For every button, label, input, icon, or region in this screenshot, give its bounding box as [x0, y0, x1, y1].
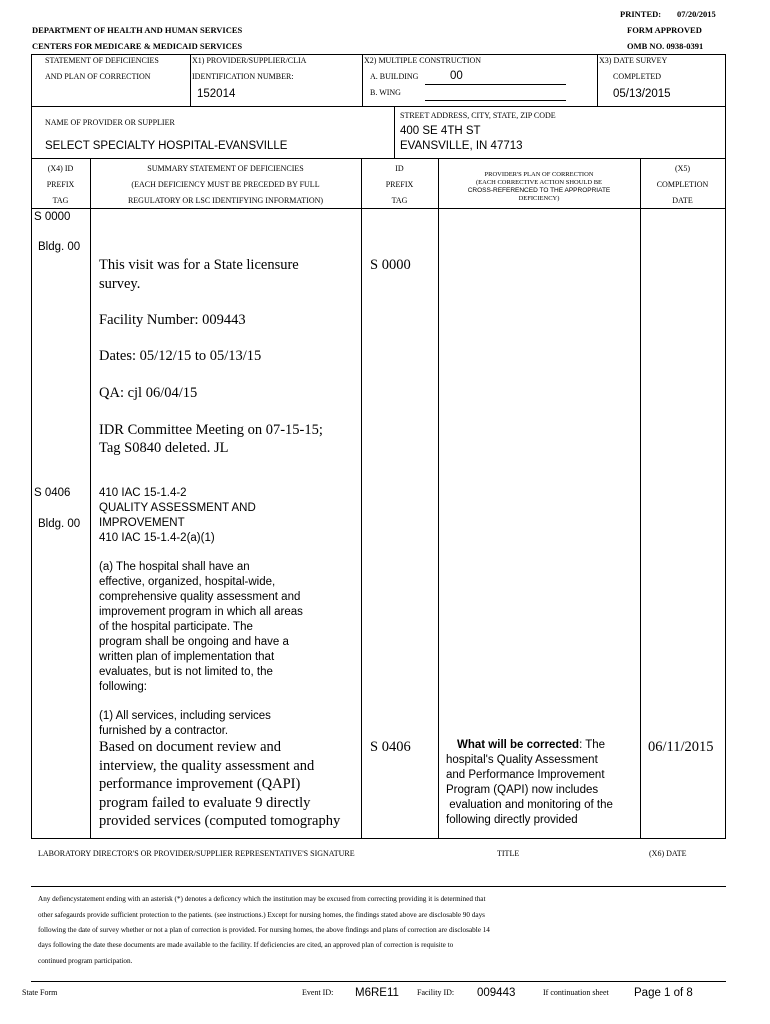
finding-line-5: provided services (computed tomography — [99, 813, 341, 829]
divider-x2 — [362, 54, 363, 106]
plan-line-3: and Performance Improvement — [446, 769, 605, 781]
facility-id-label: Facility ID: — [417, 988, 455, 997]
address-label: STREET ADDRESS, CITY, STATE, ZIP CODE — [400, 111, 556, 120]
x1-label-1: X1) PROVIDER/SUPPLIER/CLIA — [192, 56, 307, 65]
row2-bottom — [31, 158, 726, 159]
address-line-1: 400 SE 4TH ST — [400, 125, 481, 137]
survey-dates: Dates: 05/12/15 to 05/13/15 — [99, 348, 262, 364]
x4-id-header: (X4) ID — [47, 164, 74, 173]
finding-line-3: performance improvement (QAPI) — [99, 776, 301, 792]
req-a-line-5: of the hospital participate. The — [99, 621, 253, 633]
idr-line-1: IDR Committee Meeting on 07-15-15; — [99, 422, 323, 438]
summary-header-2: (EACH DEFICIENCY MUST BE PRECEDED BY FULL — [131, 180, 320, 189]
x3-label-2: COMPLETED — [613, 72, 661, 81]
bldg-1: Bldg. 00 — [38, 241, 81, 253]
event-id-label: Event ID: — [302, 988, 334, 997]
reg-line-1: 410 IAC 15-1.4-2 — [99, 487, 187, 499]
summary-header-1: SUMMARY STATEMENT OF DEFICIENCIES — [147, 164, 304, 173]
dept-title: DEPARTMENT OF HEALTH AND HUMAN SERVICES — [32, 25, 243, 35]
plan-line-4: Program (QAPI) now includes — [446, 784, 599, 796]
tag-s0406: S 0406 — [34, 487, 71, 499]
address-line-2: EVANSVILLE, IN 47713 — [400, 140, 523, 152]
completion-header: COMPLETION — [656, 180, 709, 189]
plan-line-2: hospital's Quality Assessment — [446, 754, 598, 766]
req-a-line-4: improvement program in which all areas — [99, 606, 303, 618]
disclaimer-line-2: other safegaurds provide sufficient protection to the patients. (see instructions.) Except for nursing homes, the findings stated above are disclosable 90 days — [38, 911, 485, 919]
plan-header-1: PROVIDER'S PLAN OF CORRECTION — [484, 171, 594, 178]
title-label: TITLE — [497, 849, 520, 858]
reg-line-4: 410 IAC 15-1.4-2(a)(1) — [99, 532, 215, 544]
x6-date-label: (X6) DATE — [649, 849, 687, 858]
completion-date: 06/11/2015 — [648, 739, 714, 755]
provider-id-value: 152014 — [197, 88, 236, 100]
plan-line-1-rest: : The — [579, 739, 606, 751]
qa-line: QA: cjl 06/04/15 — [99, 385, 198, 401]
disclaimer-line-5: continued program participation. — [38, 957, 133, 965]
statement-label-2: AND PLAN OF CORRECTION — [45, 72, 151, 81]
x4-prefix-header: PREFIX — [46, 180, 75, 189]
id-header: ID — [395, 164, 404, 173]
finding-line-1: Based on document review and — [99, 739, 282, 755]
x1-label-2: IDENTIFICATION NUMBER: — [192, 72, 294, 81]
req-a-line-7: written plan of implementation that — [99, 651, 275, 663]
tag-s0000: S 0000 — [34, 211, 71, 223]
omb-number: OMB NO. 0938-0391 — [627, 41, 704, 51]
summary-1-line-2: survey. — [99, 276, 141, 292]
x4-tag-header: TAG — [52, 196, 69, 205]
event-id-value: M6RE11 — [355, 987, 399, 999]
wing-label: B. WING — [370, 88, 401, 97]
summary-header-3: REGULATORY OR LSC IDENTIFYING INFORMATION) — [127, 196, 324, 205]
divider-address — [394, 106, 395, 158]
req-a-line-8: evaluates, but is not limited to, the — [99, 666, 273, 678]
id-tag-header: TAG — [391, 196, 408, 205]
signature-label: LABORATORY DIRECTOR'S OR PROVIDER/SUPPLIER REPRESENTATIVE'S SIGNATURE — [38, 849, 355, 858]
page-number: Page 1 of 8 — [634, 987, 693, 999]
row3-bottom — [31, 208, 726, 209]
finding-line-2: interview, the quality assessment and — [99, 758, 315, 774]
continuation-label: If continuation sheet — [543, 988, 609, 997]
disclaimer-line-1: Any defiencystatement ending with an asterisk (*) denotes a deficency which the institution may be excused from correcting providing it is determined that — [38, 895, 486, 903]
signature-line — [31, 886, 726, 887]
plan-what-corrected: What will be corrected — [457, 739, 580, 751]
wing-underline — [425, 100, 566, 101]
col-x4-divider — [90, 158, 91, 838]
centers-title: CENTERS FOR MEDICARE & MEDICAID SERVICES — [32, 41, 243, 51]
form-approved: FORM APPROVED — [627, 25, 702, 35]
bldg-2: Bldg. 00 — [38, 518, 81, 530]
req-a-line-9: following: — [99, 681, 147, 693]
disclaimer-line-4: days following the date these documents are made available to the facility. If deficiencies are cited, an approved plan of correction is requisite to — [38, 941, 454, 949]
req-1-line-1: (1) All services, including services — [99, 710, 271, 722]
col-id-divider — [438, 158, 439, 838]
reg-line-2: QUALITY ASSESSMENT AND — [99, 502, 256, 514]
id-s0000: S 0000 — [370, 257, 411, 273]
req-a-line-3: comprehensive quality assessment and — [99, 591, 301, 603]
disclaimer-line-3: following the date of survey whether or not a plan of correction is provided. For nursing homes, the above findings and plans of correction are disclosable 14 — [38, 926, 490, 934]
plan-header-3: CROSS-REFERENCED TO THE APPROPRIATE — [467, 187, 611, 194]
statement-label-1: STATEMENT OF DEFICIENCIES — [45, 56, 159, 65]
idr-line-2: Tag S0840 deleted. JL — [99, 440, 229, 456]
printed-label: PRINTED: — [620, 9, 662, 19]
plan-line-1 — [457, 739, 605, 751]
plan-header-2: (EACH CORRECTIVE ACTION SHOULD BE — [475, 179, 603, 186]
finding-line-4: program failed to evaluate 9 directly — [99, 795, 311, 811]
summary-1-line-1: This visit was for a State licensure — [99, 257, 299, 273]
building-underline — [425, 84, 566, 85]
req-a-line-2: effective, organized, hospital-wide, — [99, 576, 276, 588]
col-plan-divider — [640, 158, 641, 838]
req-a-line-1: (a) The hospital shall have an — [99, 561, 250, 573]
footer-line — [31, 981, 726, 982]
frame-top — [31, 54, 726, 55]
plan-line-5: evaluation and monitoring of the — [446, 799, 613, 811]
frame-right — [725, 54, 726, 838]
building-value: 00 — [450, 70, 463, 82]
facility-id-value: 009443 — [477, 987, 516, 999]
building-label: A. BUILDING — [370, 72, 419, 81]
divider-x3 — [597, 54, 598, 106]
plan-header-4: DEFICIENCY) — [518, 195, 560, 202]
col-summary-divider — [361, 158, 362, 838]
reg-line-3: IMPROVEMENT — [99, 517, 185, 529]
facility-number: Facility Number: 009443 — [99, 312, 246, 328]
frame-bottom — [31, 838, 726, 839]
id-prefix-header: PREFIX — [385, 180, 414, 189]
x3-label-1: X3) DATE SURVEY — [599, 56, 668, 65]
req-a-line-6: program shall be ongoing and have a — [99, 636, 289, 648]
provider-name-value: SELECT SPECIALTY HOSPITAL-EVANSVILLE — [45, 140, 288, 152]
id-s0406: S 0406 — [370, 739, 411, 755]
plan-line-6: following directly provided — [446, 814, 578, 826]
date-header: DATE — [672, 196, 693, 205]
state-form: State Form — [22, 988, 58, 997]
req-1-line-2: furnished by a contractor. — [99, 725, 229, 737]
x2-label: X2) MULTIPLE CONSTRUCTION — [364, 56, 482, 65]
printed-date: 07/20/2015 — [677, 9, 716, 19]
divider-x1 — [190, 54, 191, 106]
survey-date-value: 05/13/2015 — [613, 88, 671, 100]
row1-bottom — [31, 106, 726, 107]
provider-name-label: NAME OF PROVIDER OR SUPPLIER — [45, 118, 175, 127]
x5-header: (X5) — [674, 164, 691, 173]
